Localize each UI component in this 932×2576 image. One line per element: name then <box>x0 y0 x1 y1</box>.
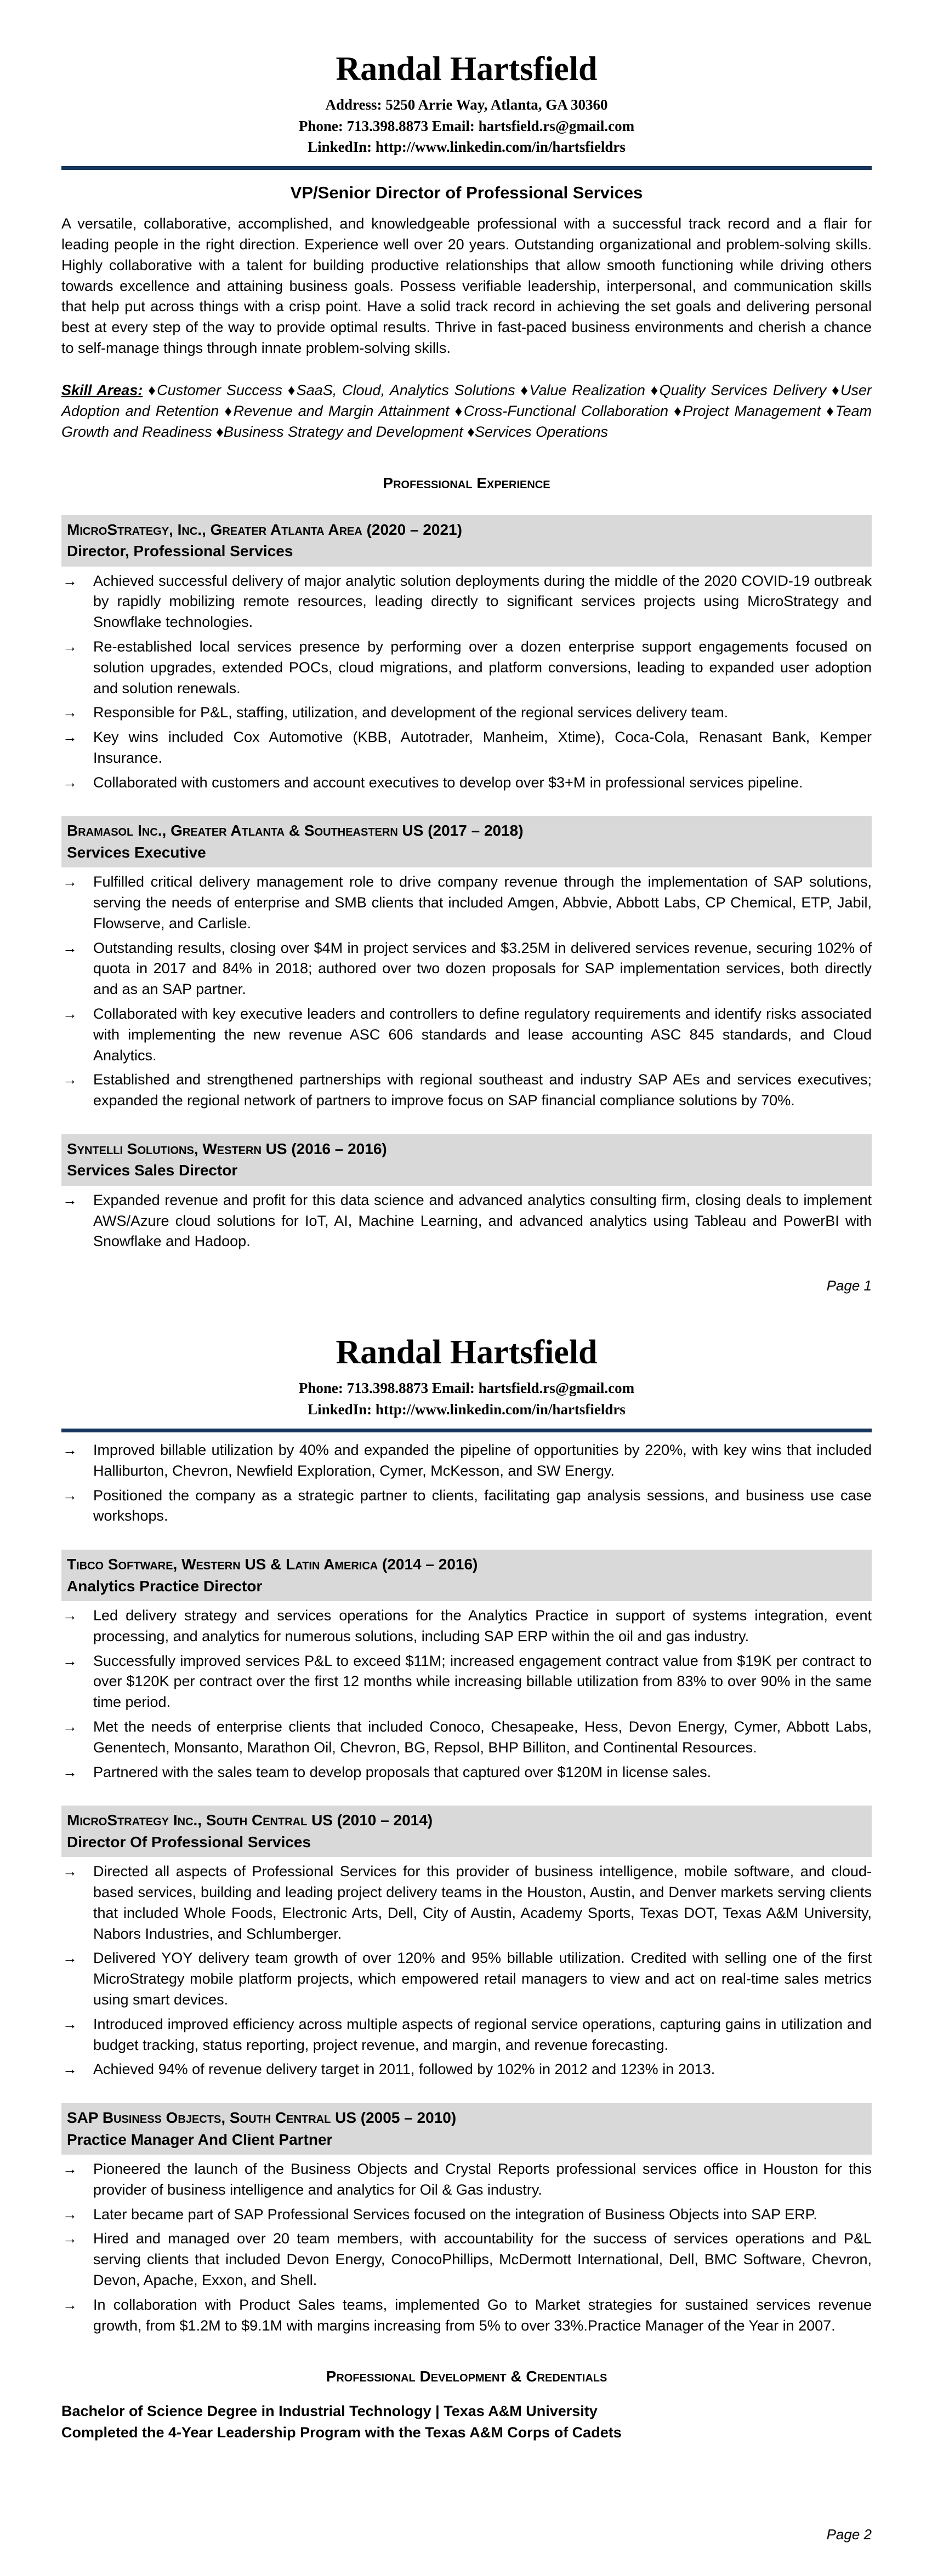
job-title: Director Of Professional Services <box>67 1833 311 1850</box>
arrow-bullet-icon: → <box>62 638 77 655</box>
job-header-bar <box>61 1134 872 1186</box>
section-heading-professional-experience: Professional Experience <box>383 474 550 492</box>
contact-line: LinkedIn: http://www.linkedin.com/in/hartsfieldrs <box>308 138 626 155</box>
job-header-bar <box>61 1806 872 1857</box>
job-header-bar <box>61 1550 872 1601</box>
job-bullet-list <box>61 1861 872 2080</box>
bullet-text: Re-established local services presence by performing over a dozen enterprise support engagements focused on solution upgrades, extended POCs, cloud migrations, and platform conversions, leading to expanded user adoption and solution renewals. <box>93 638 872 696</box>
job-bullet <box>61 1190 872 1252</box>
job-title: Practice Manager And Client Partner <box>67 2131 333 2148</box>
bullet-text: Achieved successful delivery of major analytic solution deployments during the middle of the 2020 COVID-19 outbreak by rapidly mobilizing remote resources, leading directly to significant services projects using MicroStrategy and Snowflake technologies. <box>93 572 872 631</box>
candidate-name: Randal Hartsfield <box>336 50 598 88</box>
job-title: Services Executive <box>67 843 206 861</box>
credential-line: Completed the 4-Year Leadership Program with the Texas A&M Corps of Cadets <box>61 2424 622 2441</box>
job-bullet <box>61 571 872 633</box>
bullet-text: Led delivery strategy and services operations for the Analytics Practice in support of systems integration, event processing, and analytics for numerous solutions, including SAP ERP within the oil and gas industry. <box>93 1607 872 1644</box>
job-header-bar <box>61 816 872 867</box>
bullet-text: Improved billable utilization by 40% and expanded the pipeline of opportunities by 220%, with key wins that included Halliburton, Chevron, Newfield Exploration, Cymer, McKesson, and SW Energy. <box>93 1442 872 1479</box>
arrow-bullet-icon: → <box>62 1071 77 1088</box>
contact-line: Phone: 713.398.8873 Email: hartsfield.rs@gmail.com <box>298 117 635 134</box>
job-bullet <box>61 1651 872 1713</box>
summary-paragraph: A versatile, collaborative, accomplished, and knowledgeable professional with a successful track record and a flair for leading people in the right direction. Experience well over 20 years. Outstanding organizational and problem-solving skills. Highly collaborative with a talent for building productive relationships that allow smooth functioning while driving others towards excellence and attaining business goals. Possess verifiable leadership, interpersonal, and communication skills that help put across things with a crisp point. Have a solid track record in achieving the set goals and delivering personal best at every step of the way to provide optimal results. Thrive in fast-paced business environments and cherish a chance to self-manage things through innate problem-solving skills. <box>61 215 872 356</box>
bullet-text: Expanded revenue and profit for this data science and advanced analytics consulting firm, closing deals to implement AWS/Azure cloud solutions for IoT, AI, Machine Learning, and advanced analytics using Tableau and PowerBI with Snowflake and Hadoop. <box>93 1191 872 1250</box>
arrow-bullet-icon: → <box>62 2296 77 2313</box>
arrow-bullet-icon: → <box>62 2230 77 2247</box>
skill-areas-label: Skill Areas: <box>61 381 143 398</box>
bullet-text: Collaborated with customers and account executives to develop over $3+M in professional services pipeline. <box>93 774 803 791</box>
job-company-line: Tibco Software, Western US & Latin America (2014 – 2016) <box>67 1556 478 1573</box>
job-bullet <box>61 872 872 934</box>
job-bullet <box>61 2204 872 2225</box>
section-heading-professional-development: Professional Development & Credentials <box>326 2368 607 2385</box>
job-bullet <box>61 1861 872 1944</box>
bullet-text: In collaboration with Product Sales teams, implemented Go to Market strategies for sustained services revenue growth, from $1.2M to $9.1M with margins increasing from 5% to over 33%.Practice Manager of the Year in 2007. <box>93 2296 872 2334</box>
job-bullet <box>61 702 872 723</box>
job-entry <box>61 816 872 1111</box>
bullet-text: Partnered with the sales team to develop proposals that captured over $120M in license sales. <box>93 1763 712 1780</box>
bullet-text: Later became part of SAP Professional Services focused on the integration of Business Objects into SAP ERP. <box>93 2206 817 2223</box>
job-bullet-list <box>61 1606 872 1783</box>
job-bullet <box>61 1070 872 1111</box>
arrow-bullet-icon: → <box>62 774 77 791</box>
job-bullet <box>61 727 872 769</box>
arrow-bullet-icon: → <box>62 572 77 589</box>
job-bullet-list <box>61 571 872 793</box>
job-entry <box>61 515 872 793</box>
arrow-bullet-icon: → <box>62 1763 77 1780</box>
job-company-line: SAP Business Objects, South Central US (2005 – 2010) <box>67 2109 457 2127</box>
resume-page-2 <box>0 1294 932 2575</box>
jobs-container-page-2 <box>61 1550 872 2336</box>
job-bullet-list <box>61 1190 872 1252</box>
arrow-bullet-icon: → <box>62 2061 77 2078</box>
job-title: Director, Professional Services <box>67 542 293 560</box>
arrow-bullet-icon: → <box>62 1191 77 1208</box>
arrow-bullet-icon: → <box>62 2160 77 2177</box>
job-bullet <box>61 1440 872 1482</box>
bullet-text: Directed all aspects of Professional Services for this provider of business intelligence, mobile software, and cloud-based services, building and leading project delivery teams in the Houston, Austin, and Denver markets serving clients that included Whole Foods, Electronic Arts, Dell, City of Austin, Academy Sports, Texas DOT, Texas A&M University, Nabors Industries, and Schlumberger. <box>93 1863 872 1942</box>
skill-areas-paragraph <box>61 380 872 443</box>
bullet-text: Positioned the company as a strategic partner to clients, facilitating gap analysis sessions, and business use case workshops. <box>93 1487 872 1524</box>
bullet-text: Pioneered the launch of the Business Objects and Crystal Reports professional services office in Houston for this provider of business intelligence and analytics for Oil & Gas industry. <box>93 2160 872 2198</box>
job-title: Analytics Practice Director <box>67 1577 263 1595</box>
job-entry <box>61 1550 872 1783</box>
arrow-bullet-icon: → <box>62 729 77 746</box>
arrow-bullet-icon: → <box>62 1607 77 1624</box>
contact-line: Phone: 713.398.8873 Email: hartsfield.rs@gmail.com <box>298 1380 635 1397</box>
job-bullet <box>61 2295 872 2337</box>
arrow-bullet-icon: → <box>62 1950 77 1967</box>
job-company-line: MicroStrategy Inc., South Central US (2010 – 2014) <box>67 1812 433 1829</box>
header-divider-rule-page-2 <box>61 1429 872 1432</box>
job-entry <box>61 2103 872 2336</box>
job-bullet <box>61 2229 872 2291</box>
job-bullet <box>61 1717 872 1758</box>
page-number-2: Page 2 <box>826 2526 872 2543</box>
bullet-text: Hired and managed over 20 team members, with accountability for the success of services operations and P&L serving clients that included Devon Energy, ConocoPhillips, McDermott International, Dell, BMC Software, Chevron, Devon, Apache, Exxon, and Shell. <box>93 2230 872 2288</box>
credentials-block <box>61 2401 872 2443</box>
jobs-container-page-1 <box>61 515 872 1252</box>
header-divider-rule <box>61 166 872 170</box>
arrow-bullet-icon: → <box>62 2015 77 2032</box>
job-entry <box>61 1806 872 2080</box>
arrow-bullet-icon: → <box>62 1442 77 1459</box>
candidate-name-page-2: Randal Hartsfield <box>336 1334 598 1372</box>
contact-line: LinkedIn: http://www.linkedin.com/in/hartsfieldrs <box>308 1401 626 1418</box>
job-bullet <box>61 1948 872 2010</box>
arrow-bullet-icon: → <box>62 1006 77 1023</box>
arrow-bullet-icon: → <box>62 1487 77 1504</box>
job-bullet <box>61 2014 872 2056</box>
skill-areas-list: ♦Customer Success ♦SaaS, Cloud, Analytics Solutions ♦Value Realization ♦Quality Services Delivery ♦User Adoption and Retention ♦Revenue and Margin Attainment ♦Cross-Functional Collaboration ♦Project Management ♦Team Growth and Readiness ♦Business Strategy and Development ♦Services Operations <box>61 381 872 441</box>
bullet-text: Established and strengthened partnerships with regional southeast and industry SAP AEs and services executives; expanded the regional network of partners to improve focus on SAP financial compliance solutions by 70%. <box>93 1071 872 1109</box>
bullet-text: Responsible for P&L, staffing, utilization, and development of the regional services delivery team. <box>93 704 729 721</box>
job-title: Services Sales Director <box>67 1162 238 1179</box>
arrow-bullet-icon: → <box>62 1652 77 1669</box>
arrow-bullet-icon: → <box>62 939 77 956</box>
contact-block-page-2 <box>61 1378 872 1420</box>
job-company-line: Syntelli Solutions, Western US (2016 – 2016) <box>67 1140 387 1158</box>
job-bullet <box>61 2159 872 2201</box>
job-bullet <box>61 1004 872 1066</box>
bullet-text: Key wins included Cox Automotive (KBB, Autotrader, Manheim, Xtime), Coca-Cola, Renasant Bank, Kemper Insurance. <box>93 729 872 766</box>
job-bullet-list <box>61 2159 872 2336</box>
contact-block-page-1 <box>61 94 872 157</box>
job-bullet <box>61 1486 872 1527</box>
job-header-bar <box>61 515 872 567</box>
bullet-text: Successfully improved services P&L to exceed $11M; increased engagement contract value from $19K per contract to over $120K per contract over the first 12 months while increasing billable utilization from 83% to over 90% in the same time period. <box>93 1652 872 1711</box>
job-entry <box>61 1134 872 1252</box>
job-bullet <box>61 1606 872 1647</box>
syntelli-continued-bullets <box>61 1440 872 1527</box>
job-bullet <box>61 1762 872 1783</box>
job-bullet <box>61 2059 872 2080</box>
job-bullet-list <box>61 872 872 1111</box>
job-header-bar <box>61 2103 872 2155</box>
arrow-bullet-icon: → <box>62 873 77 890</box>
bullet-text: Delivered YOY delivery team growth of over 120% and 95% billable utilization. Credited with selling one of the first MicroStrategy mobile platform projects, which empowered retail managers to view and act on real-time sales metrics using smart devices. <box>93 1950 872 2008</box>
bullet-text: Fulfilled critical delivery management role to drive company revenue through the implementation of SAP solutions, serving the needs of enterprise and SMB clients that included Amgen, Abbvie, Abbott Labs, CP Chemical, ETP, Jabil, Flowserve, and Carlisle. <box>93 873 872 932</box>
arrow-bullet-icon: → <box>62 704 77 721</box>
headline-title: VP/Senior Director of Professional Services <box>290 183 643 203</box>
arrow-bullet-icon: → <box>62 1863 77 1880</box>
arrow-bullet-icon: → <box>62 1718 77 1735</box>
contact-line: Address: 5250 Arrie Way, Atlanta, GA 30360 <box>325 96 608 113</box>
bullet-text: Collaborated with key executive leaders and controllers to define regulatory requirements and identify risks associated with implementing the new revenue ASC 606 standards and lease accounting ASC 845 standards, and Cloud Analytics. <box>93 1006 872 1064</box>
bullet-text: Introduced improved efficiency across multiple aspects of regional service operations, capturing gains in utilization and budget tracking, status reporting, project revenue, and margin, and revenue forecasting. <box>93 2015 872 2053</box>
page-number-1: Page 1 <box>826 1277 872 1294</box>
credential-line: Bachelor of Science Degree in Industrial Technology | Texas A&M University <box>61 2403 598 2420</box>
job-bullet <box>61 637 872 699</box>
bullet-text: Met the needs of enterprise clients that included Conoco, Chesapeake, Hess, Devon Energy, Cymer, Abbott Labs, Genentech, Monsanto, Marathon Oil, Chevron, BG, Repsol, BHP Billiton, and Continental Resources. <box>93 1718 872 1756</box>
job-bullet <box>61 773 872 793</box>
bullet-text: Outstanding results, closing over $4M in project services and $3.25M in delivered services revenue, securing 102% of quota in 2017 and 84% in 2018; authored over two dozen proposals for SAP implementation services, both directly and as an SAP partner. <box>93 939 872 998</box>
job-company-line: Bramasol Inc., Greater Atlanta & Southeastern US (2017 – 2018) <box>67 822 524 839</box>
job-bullet <box>61 938 872 1000</box>
bullet-text: Achieved 94% of revenue delivery target in 2011, followed by 102% in 2012 and 123% in 2013. <box>93 2061 715 2078</box>
job-company-line: MicroStrategy, Inc., Greater Atlanta Area (2020 – 2021) <box>67 521 462 538</box>
arrow-bullet-icon: → <box>62 2206 77 2223</box>
